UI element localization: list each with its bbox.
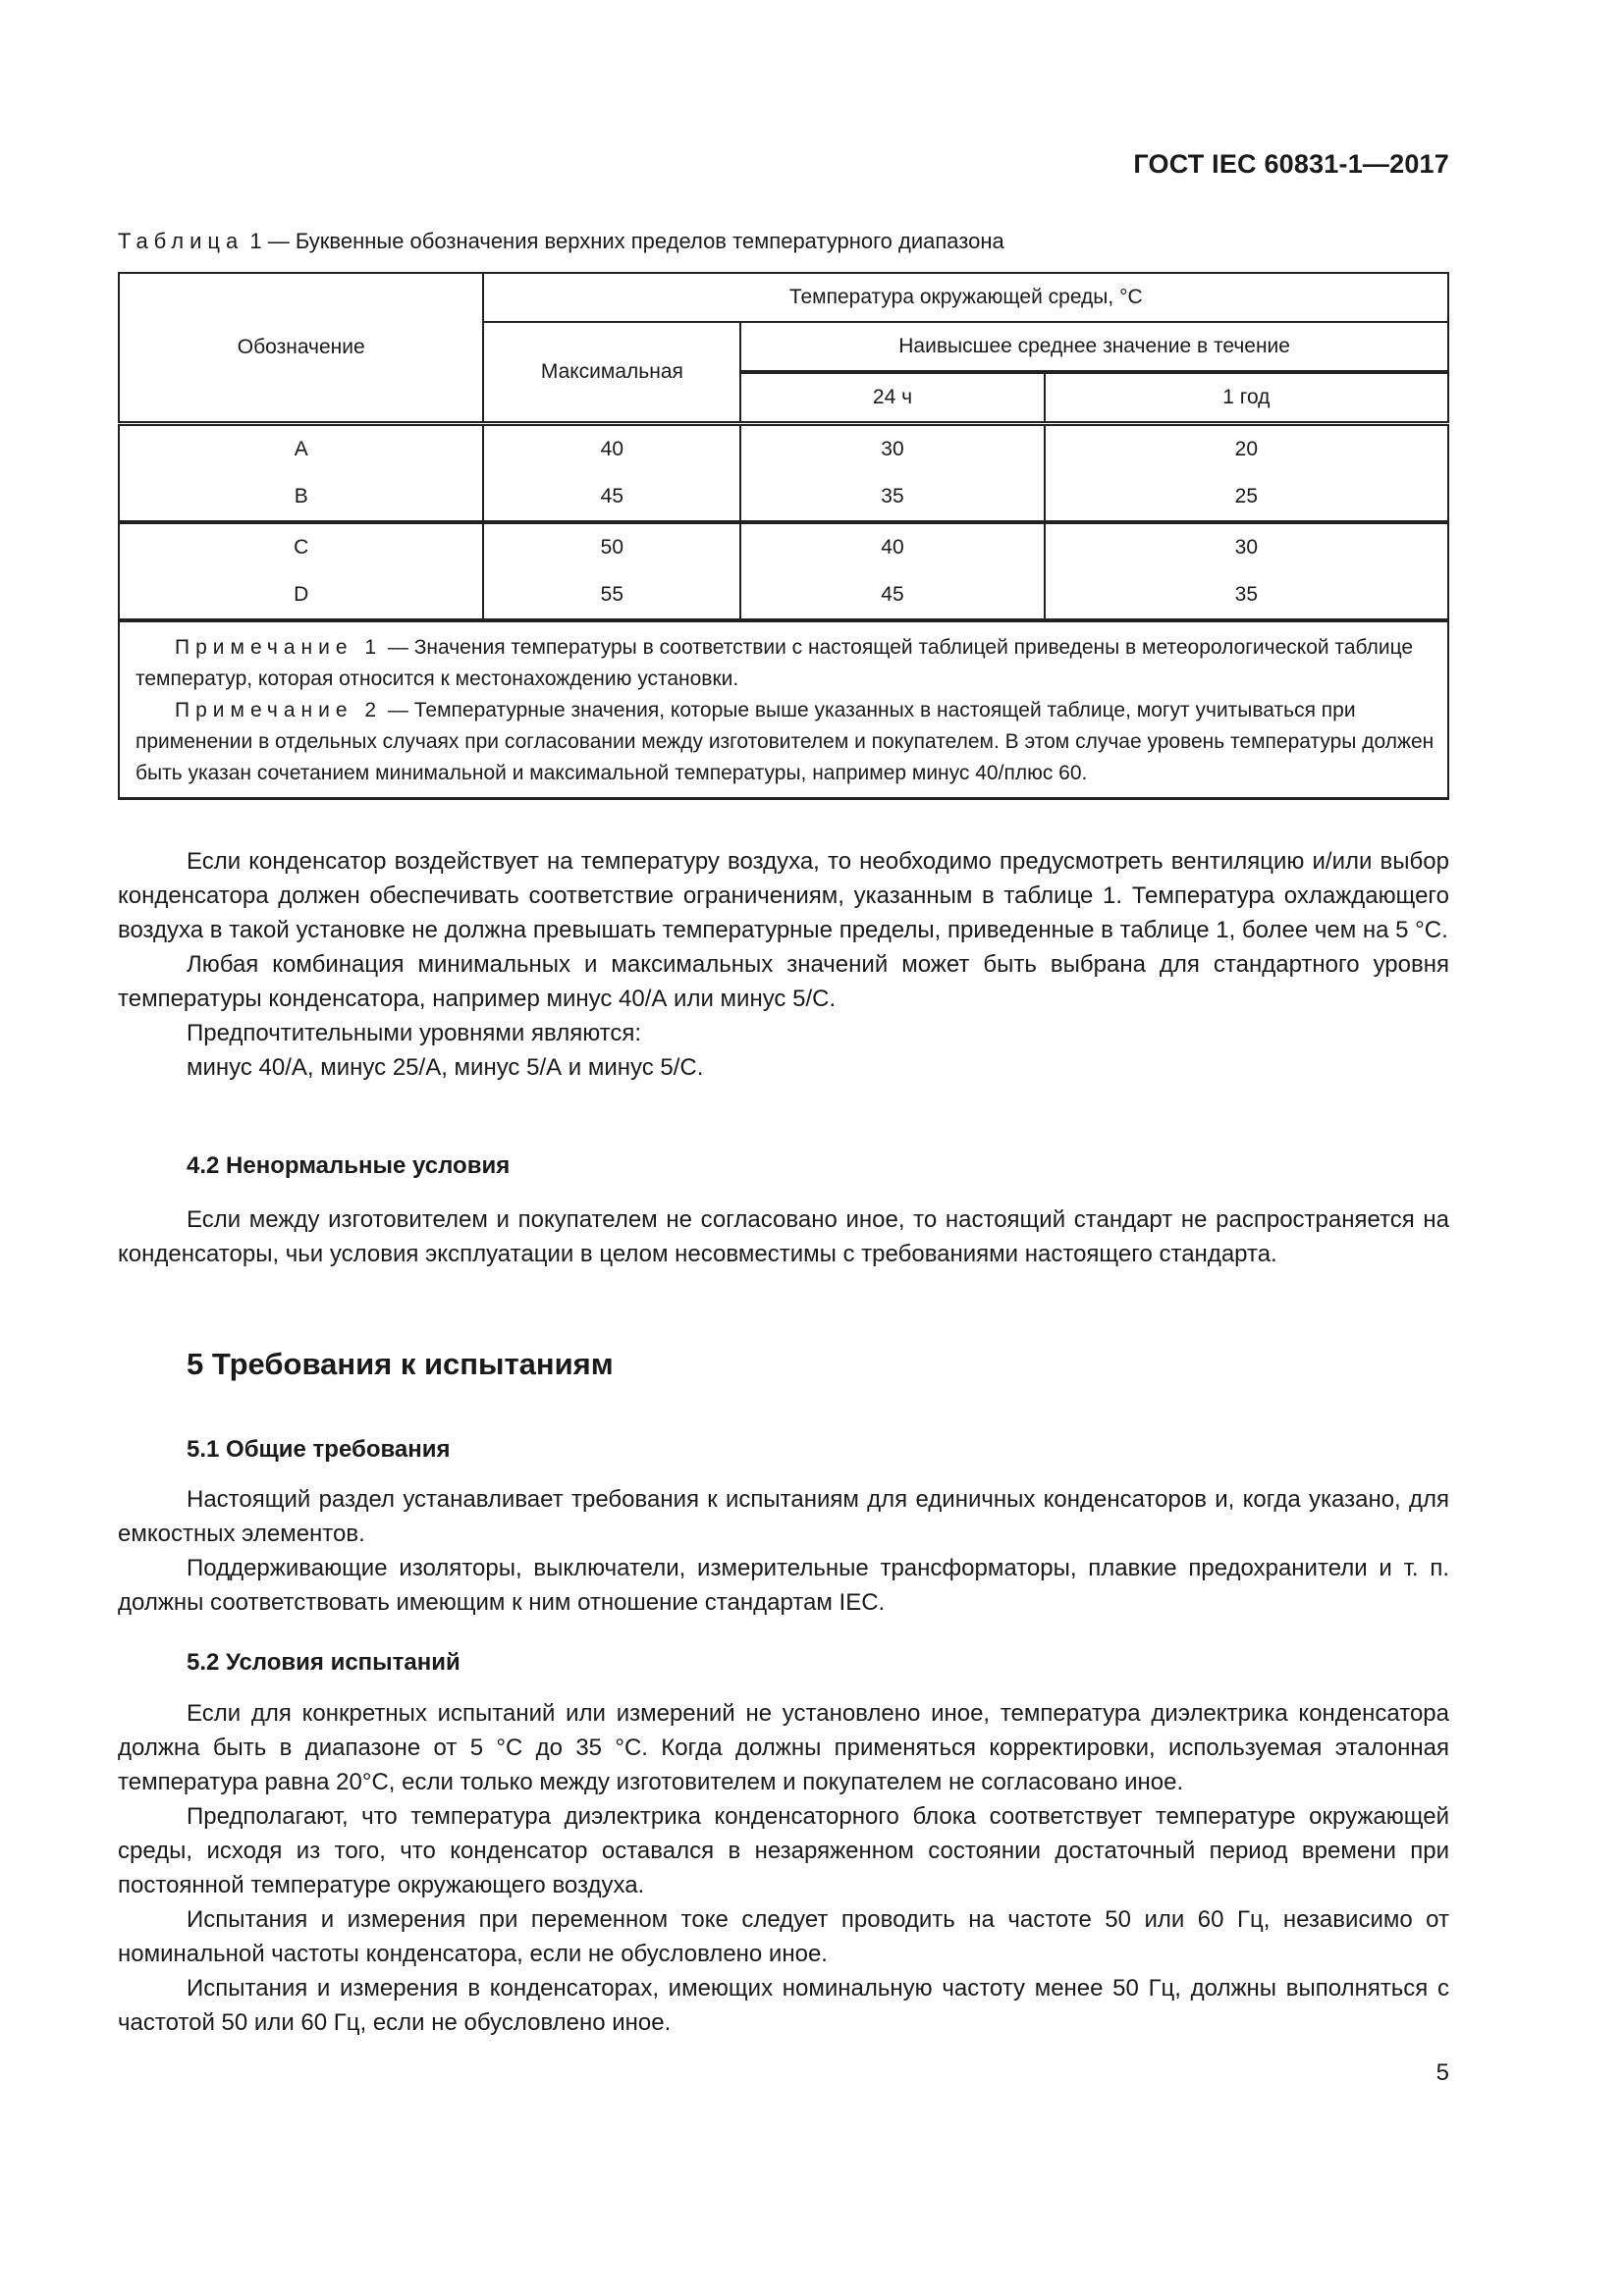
subsection-5-1-heading: 5.1 Общие требования <box>187 1436 451 1463</box>
subsection-4-2-heading: 4.2 Ненормальные условия <box>187 1152 511 1179</box>
paragraph: Любая комбинация минимальных и максимальных значений может быть выбрана для стандартного уровня температуры конденсатора, например минус 40/А или минус 5/С. <box>118 951 1449 1012</box>
cell-24h: 35 <box>740 473 1044 522</box>
cell-max: 45 <box>483 473 740 522</box>
cell-max: 50 <box>483 522 740 571</box>
table-caption-text: 1 — Буквенные обозначения верхних пределов температурного диапазона <box>244 229 1004 253</box>
cell-1year: 20 <box>1045 424 1448 474</box>
paragraph: Предпочтительными уровнями являются: <box>187 1020 642 1046</box>
paragraph: минус 40/А, минус 25/А, минус 5/А и минус 5/С. <box>187 1054 704 1081</box>
cell-designation: A <box>119 424 483 474</box>
table-row <box>119 473 1448 522</box>
paragraph: Если для конкретных испытаний или измерений не установлено иное, температура диэлектрика конденсатора должна быть в диапазоне от 5 °С до 35 °С. Когда должны применяться корректировки, используемая эталонная температура равна 20°С, если только между изготовителем и покупателем не согласовано иное. <box>118 1700 1449 1795</box>
table-row <box>119 424 1448 474</box>
cell-1year: 30 <box>1045 522 1448 571</box>
header-ambient-temp: Температура окружающей среды, °C <box>483 273 1448 322</box>
cell-designation: B <box>119 473 483 522</box>
paragraph: Предполагают, что температура диэлектрика конденсаторного блока соответствует температуре окружающей среды, исходя из того, что конденсатор оставался в незаряженном состоянии достаточный период времени при постоянной температуре окружающего воздуха. <box>118 1803 1449 1898</box>
paragraph: Поддерживающие изоляторы, выключатели, измерительные трансформаторы, плавкие предохранители и т. п. должны соответствовать имеющим к ним отношение стандартам IEC. <box>118 1555 1449 1616</box>
header-designation: Обозначение <box>119 273 483 424</box>
section-4-1-text <box>118 844 1449 1085</box>
header-1year: 1 год <box>1045 372 1448 424</box>
paragraph: Испытания и измерения при переменном токе следует проводить на частоте 50 или 60 Гц, независимо от номинальной частоты конденсатора, если не обусловлено иное. <box>118 1906 1449 1967</box>
cell-1year: 35 <box>1045 571 1448 620</box>
section-5-heading: 5 Требования к испытаниям <box>187 1347 614 1381</box>
page-number: 5 <box>1435 2059 1449 2086</box>
section-5-1-text <box>118 1482 1449 1620</box>
table-row <box>119 571 1448 620</box>
cell-24h: 45 <box>740 571 1044 620</box>
table-caption-label: Таблица <box>118 229 244 253</box>
table-note-1 <box>135 632 1439 695</box>
cell-24h: 30 <box>740 424 1044 474</box>
cell-designation: C <box>119 522 483 571</box>
header-24h: 24 ч <box>740 372 1044 424</box>
header-highest-mean: Наивысшее среднее значение в течение <box>740 322 1448 372</box>
note-1-text: — Значения температуры в соответствии с настоящей таблицей приведены в метеорологической таблице температур, которая относится к местонахождению установки. <box>135 636 1414 690</box>
temperature-table <box>118 272 1449 800</box>
table-note-2 <box>135 695 1439 789</box>
table-row <box>119 522 1448 571</box>
paragraph: Если конденсатор воздействует на температуру воздуха, то необходимо предусмотреть вентиляцию и/или выбор конденсатора должен обеспечивать соответствие ограничениям, указанным в таблице 1. Температура охлаждающего воздуха в такой установке не должна превышать температурные пределы, приведенные в таблице 1, более чем на 5 °С. <box>118 848 1449 943</box>
paragraph: Настоящий раздел устанавливает требования к испытаниям для единичных конденсаторов и, когда указано, для емкостных элементов. <box>118 1486 1449 1547</box>
section-4-2-text <box>118 1202 1449 1271</box>
paragraph: Если между изготовителем и покупателем не согласовано иное, то настоящий стандарт не распространяется на конденсаторы, чьи условия эксплуатации в целом несовместимы с требованиями настоящего стандарта. <box>118 1206 1449 1267</box>
cell-max: 55 <box>483 571 740 620</box>
cell-max: 40 <box>483 424 740 474</box>
cell-24h: 40 <box>740 522 1044 571</box>
header-maximum: Максимальная <box>483 322 740 424</box>
section-5-2-text <box>118 1696 1449 2040</box>
note-2-text: — Температурные значения, которые выше указанных в настоящей таблице, могут учитываться при применении в отдельных случаях при согласовании между изготовителем и покупателем. В этом случае уровень температуры должен быть указан сочетанием минимальной и максимальной температуры, например минус 40/плюс 60. <box>135 699 1435 784</box>
note-1-label: Примечание 1 <box>175 636 383 659</box>
paragraph: Испытания и измерения в конденсаторах, имеющих номинальную частоту менее 50 Гц, должны выполняться с частотой 50 или 60 Гц, если не обусловлено иное. <box>118 1975 1449 2036</box>
document-id-header: ГОСТ IEC 60831-1—2017 <box>1133 149 1449 179</box>
cell-designation: D <box>119 571 483 620</box>
table-notes <box>119 620 1448 799</box>
table-caption <box>118 229 1004 254</box>
note-2-label: Примечание 2 <box>175 699 383 721</box>
cell-1year: 25 <box>1045 473 1448 522</box>
subsection-5-2-heading: 5.2 Условия испытаний <box>187 1649 460 1676</box>
